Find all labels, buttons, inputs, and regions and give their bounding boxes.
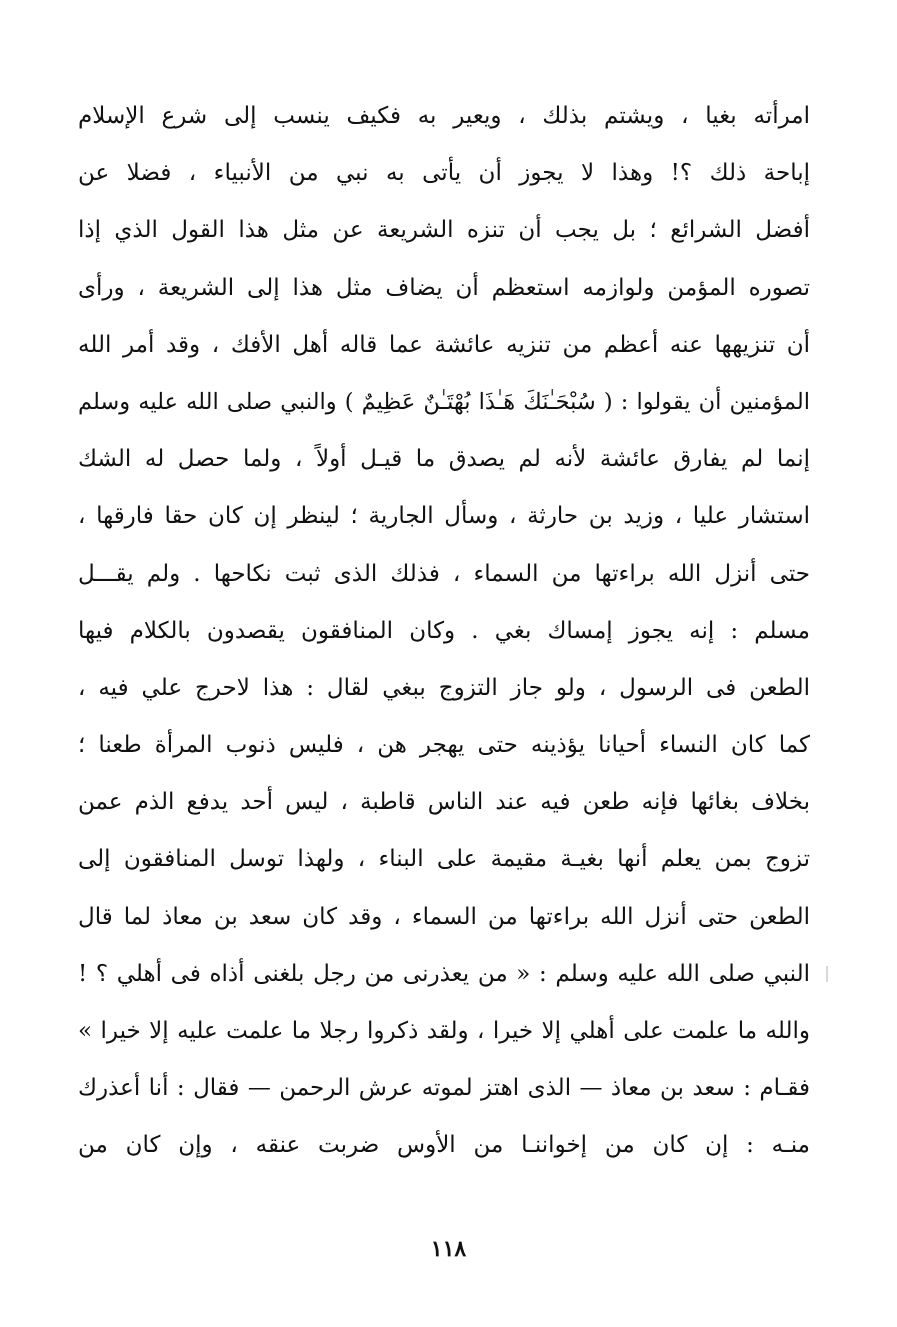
scan-mark	[826, 966, 828, 982]
text-line: منـه : إن كان من إخواننـا من الأوس ضربت عنقه ، وإن كان من	[78, 1132, 810, 1159]
text-line: إنما لم يفارق عائشة لأنه لم يصدق ما قيـل أولاً ، ولما حصل له الشك	[78, 446, 810, 473]
text-line: إباحة ذلك ؟! وهذا لا يجوز أن يأتى به نبي من الأنبياء ، فضلا عن	[78, 160, 810, 187]
text-line-hadith-quote: والله ما علمت على أهلي إلا خيرا ، ولقد ذكروا رجلا ما علمت عليه إلا خيرا »	[78, 1018, 810, 1044]
text-line: الطعن فى الرسول ، ولو جاز التزوج ببغي لقال : هذا لاحرج علي فيه ،	[78, 674, 810, 701]
text-line: فقـام : سعد بن معاذ — الذى اهتز لموته عرش الرحمن — فقال : أنا أعذرك	[78, 1075, 810, 1102]
page-number: ١١٨	[430, 1236, 467, 1262]
text-line: أفضل الشرائع ؛ بل يجب أن تنزه الشريعة عن مثل هذا القول الذي إذا	[78, 217, 810, 244]
text-line: بخلاف بغائها فإنه طعن فيه عند الناس قاطبة ، ليس أحد يدفع الذم عمن	[78, 789, 810, 816]
text-line: تصوره المؤمن ولوازمه استعظم أن يضاف مثل هذا إلى الشريعة ، ورأى	[78, 274, 810, 301]
body-text	[78, 88, 810, 1175]
text-line-quran-quote: المؤمنين أن يقولوا : ( سُبْحَـٰنَكَ هَـٰذَا بُهْتَـٰنٌ عَظِيمٌ ) والنبي صلى الله عليه وسلم	[78, 388, 810, 415]
text-line-hadith-quote: النبي صلى الله عليه وسلم : « من يعذرنى من رجل بلغنى أذاه فى أهلي ؟ !	[78, 960, 810, 987]
text-line: كما كان النساء أحيانا يؤذينه حتى يهجر هن ، فليس ذنوب المرأة طعنا ؛	[78, 732, 810, 759]
text-line: الطعن حتى أنزل الله براءتها من السماء ، وقد كان سعد بن معاذ لما قال	[78, 903, 810, 930]
text-line: امرأته بغيا ، ويشتم بذلك ، ويعير به فكيف ينسب إلى شرع الإسلام	[78, 103, 810, 129]
text-line: أن تنزيهها عنه أعظم من تنزيه عائشة عما قاله أهل الأفك ، وقد أمر الله	[78, 331, 810, 358]
text-line: مسلم : إنه يجوز إمساك بغي . وكان المنافقون يقصدون بالكلام فيها	[78, 617, 810, 644]
text-line: حتى أنزل الله براءتها من السماء ، فذلك الذى ثبت نكاحها . ولم يقـــل	[78, 560, 810, 587]
text-line: تزوج بمن يعلم أنها بغيـة مقيمة على البناء ، ولهذا توسل المنافقون إلى	[78, 846, 810, 873]
text-line: استشار عليا ، وزيد بن حارثة ، وسأل الجارية ؛ لينظر إن كان حقا فارقها ،	[78, 503, 810, 530]
